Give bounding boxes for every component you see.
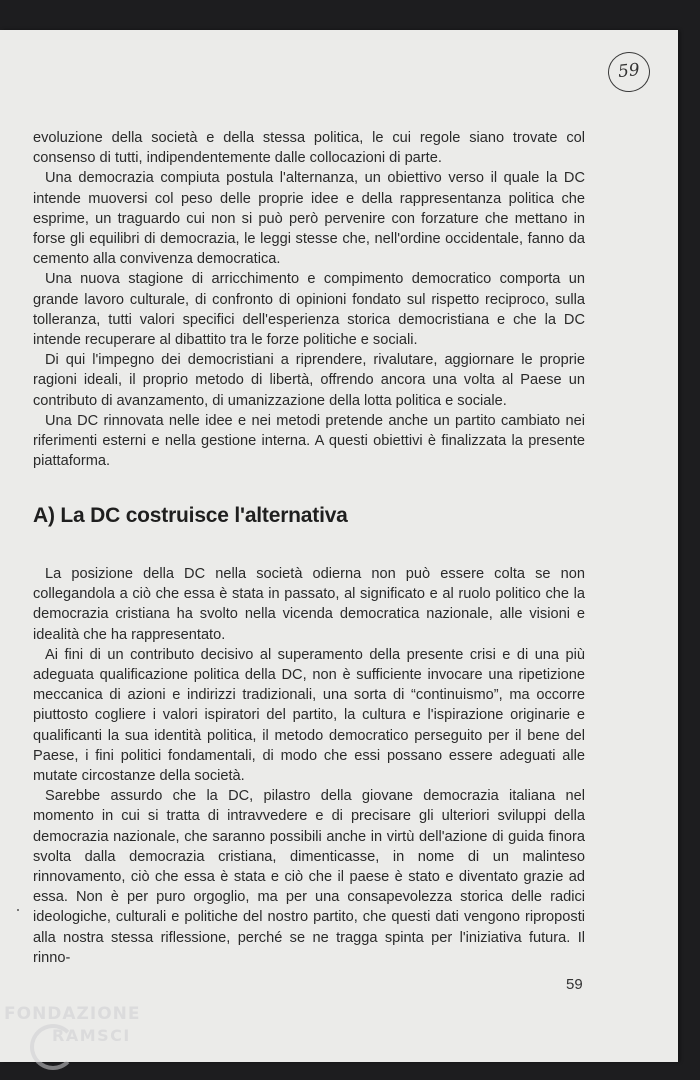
section-a-text [33, 564, 585, 968]
intro-paragraph-4: Di qui l'impegno dei democristiani a riprendere, rivalutare, aggiornare le proprie ragioni ideali, il proprio metodo di libertà, offrendo ancora una volta al Paese un contributo di avanzamento, di umanizzazione della lotta politica e sociale. [33, 352, 585, 409]
document-page [0, 30, 678, 1062]
watermark-g-logo-icon [30, 1024, 76, 1070]
fondazione-gramsci-watermark [4, 1004, 141, 1045]
margin-mark [17, 909, 19, 911]
section-heading: A) La DC costruisce l'alternativa [33, 504, 348, 527]
handwritten-page-annotation: 59 [606, 50, 652, 94]
section-a-paragraph-1: La posizione della DC nella società odierna non può essere colta se non collegandola a ciò che essa è stata in passato, al significato e al ruolo politico che la democrazia cristiana ha svolto nella vicenda democratica nazionale, alle visioni e idealità che ha rappresentato. [33, 566, 585, 643]
intro-paragraph-5: Una DC rinnovata nelle idee e nei metodi pretende anche un partito cambiato nei riferimenti esterni e nella gestione interna. A questi obiettivi è finalizzata la presente piattaforma. [33, 412, 585, 470]
intro-paragraph-1: evoluzione della società e della stessa politica, le cui regole siano trovate col consenso di tutti, indipendentemente dalle collocazioni di parte. [33, 130, 585, 167]
watermark-line-2: RAMSCI [52, 1026, 131, 1045]
watermark-line-1: FONDAZIONE [4, 1004, 141, 1024]
intro-text [33, 128, 585, 471]
intro-paragraph-2: Una democrazia compiuta postula l'alternanza, un obiettivo verso il quale la DC intende muoversi col peso delle proprie idee e della rappresentanza politica che esprime, un traguardo cui non si può però pervenire con forzature che mettano in forse gli equilibri di democrazia, le leggi stesse che, nell'ordine occidentale, fanno da cemento alla convivenza democratica. [33, 170, 585, 268]
section-a-paragraph-3: Sarebbe assurdo che la DC, pilastro della giovane democrazia italiana nel momento in cui si tratta di intravvedere e di precisare gli ulteriori sviluppi della democrazia nazionale, che saranno possibili anche in virtù dell'azione di guida finora svolta dalla democrazia cristiana, dimenticasse, in nome di un malinteso rinnovamento, ciò che essa è stata e ciò che il paese è stato e diventato grazie ad essa. Non è per puro orgoglio, ma per una consapevolezza storica delle radici ideologiche, culturali e politiche del nostro partito, che questi dati vengono riproposti alla nostra stessa riflessione, perché se ne tragga spinta per l'iniziativa futura. Il rinno- [33, 788, 585, 966]
page-number: 59 [566, 976, 583, 993]
section-a-paragraph-2: Ai fini di un contributo decisivo al superamento della presente crisi e di una più adeguata qualificazione politica della DC, non è sufficiente invocare una ripetizione meccanica di azioni e indirizzi tradizionali, una sorta di “continuismo”, ma occorre piuttosto cogliere i valori ispiratori del partito, la cultura e l'ispirazione originarie e qualificanti la sua identità politica, il metodo democratico perseguito per il bene del Paese, i fini politici fondamentali, di modo che essi possano essere adeguati alle mutate circostanze della società. [33, 646, 585, 785]
intro-paragraph-3: Una nuova stagione di arricchimento e compimento democratico comporta un grande lavoro culturale, di confronto di opinioni fondato sul rispetto reciproco, sulla tolleranza, tutti valori specifici dell'esperienza storica democristiana e che la DC intende recuperare al dibattito tra le forze politiche e sociali. [33, 271, 585, 349]
